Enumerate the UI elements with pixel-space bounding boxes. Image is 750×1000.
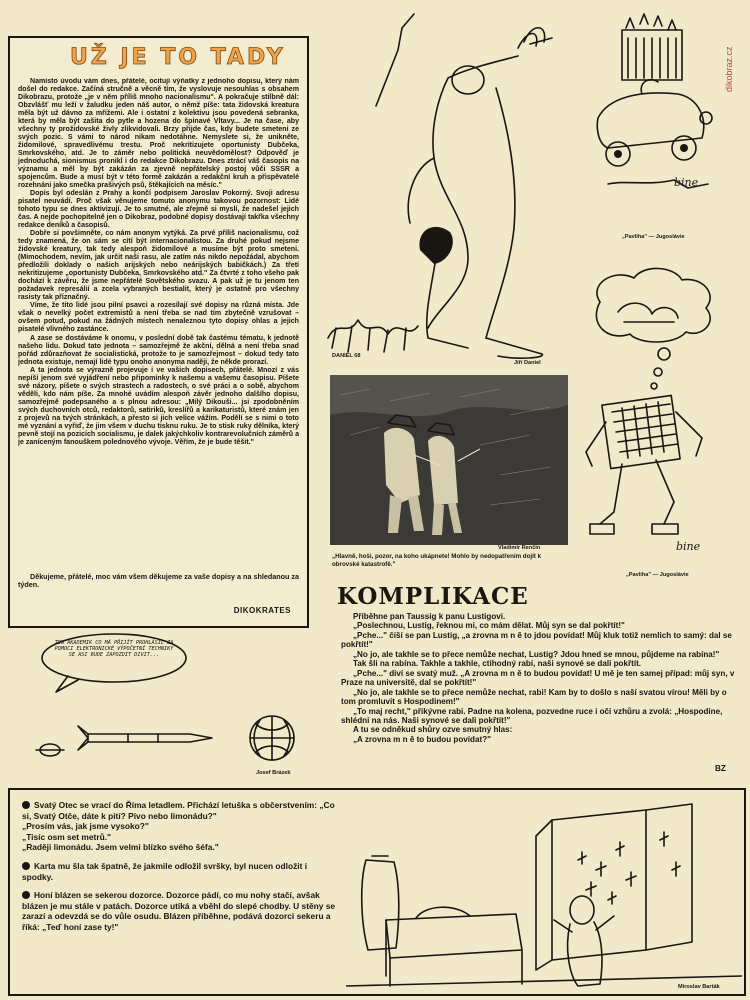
- conductor-drawing: [318, 8, 570, 372]
- joke-line: Honí blázen se sekerou dozorce. Dozorce pádí, co mu nohy stačí, avšak blázen je mu stále v patách. Dozorce utíká a vběhl do slepé chodby. U stěny se zarazí a odevzdá se do vůle osudu. Blázen příběhne, podává dozorci sekeru a říká: „Teď honí zase ty!": [22, 890, 336, 932]
- bullet-icon: [22, 801, 30, 809]
- pavliha-credit-top: „Pavliha" — Jugoslávie: [622, 234, 685, 240]
- joke-item: [22, 890, 340, 932]
- komplikace-line: „A zrovna m n ě to budou povídat?": [353, 734, 491, 744]
- article-paragraph: Víme, že tito lidé jsou pilní psavci a rozesílají své dopisy na různá místa. Jde však o nevelký počet extremistů a není třeba se nad tím zbytečně vzrušovat – ovšem potud, pokud na žádných místech nenaleznou tyto dopisy ohlas a jejich pisatelé vlivného zastánce.: [18, 302, 299, 334]
- speech-bubble-text: TEN AKADEMIK CO MÁ PŘIJÍT PROHLÁSIL ZA POMOCI ELEKTRONICKÉ VÝPOČETNÍ TECHNIKY SE ASI BUDE ZAPOZDIT DIVIT...: [54, 640, 174, 659]
- pavliha-cartoon-bottom: [578, 262, 722, 582]
- komplikace-body: [341, 612, 737, 744]
- komplikace-line: „To maj recht," přikývne rabi. Padne na kolena, pozvedne ruce i oči vzhůru a zvolá: „Hospodine, shlédni na nás. Naši synové se dali pokřtít!": [341, 706, 723, 725]
- conductor-credit: Jiří Daniel: [514, 360, 541, 366]
- dreaming-robot-drawing: [578, 262, 722, 582]
- joke-item: [22, 800, 340, 853]
- komplikace-line: „No jo, ale takhle se to přece nemůže nechat, Lustig? Jdou hned se mnou, půjdeme na rabína!": [353, 649, 720, 659]
- article-paragraph: Dopis byl odeslán z Prahy a končí podpisem Jaroslav Pokorný. Svoji adresu pisatel neuvádí. Proč však věnujeme tomuto anonymu takovou pozornost: Lidé tohoto typu se dnes aktivizují. Je to smutné, ale zřejmě si myslí, že nadešel jejich čas. A nejde pochopitelně jen o Dikobraz, podobné dopisy dostávají takřka všechny redakce deníků a časopisů.: [18, 190, 299, 230]
- jokes-box: [8, 788, 746, 996]
- article-body: [18, 78, 299, 568]
- joke-line: „Raději limonádu. Jsem velmi blízko svého šéfa.": [22, 842, 219, 853]
- pavliha-credit-bottom: „Pavliha" — Jugoslávie: [626, 572, 689, 578]
- rocket-credit: Josef Brázek: [256, 770, 291, 776]
- komplikace-line: „No jo, ale takhle se to přece nemůže nechat, rabi! Kam by to došlo s naší svatou vírou! Měli by o tom promluvit s Hospodinem!": [341, 687, 727, 707]
- editorial-article: [8, 36, 309, 628]
- joke-line: „Prosím vás, jak jsme vysoko?": [22, 821, 149, 832]
- joke-line: Karta mu šla tak špatně, že jakmile odložil svršky, byl nucen odložit i spodky.: [22, 860, 308, 882]
- bine-signature-top: bine: [674, 176, 699, 189]
- joke-item: [22, 861, 340, 882]
- article-paragraph: A zase se dostáváme k onomu, v poslední době tak častému tématu, k jednotě našeho lidu. Dokud tato jednota – samozřejmě že akční, dělná a není třeba snad pořád zdůrazňovat že socialistická, protože to je samozřejmost – dokud tedy tato jednota existuje, nemají lidé typu onoho anonyma naději, že někde prorazí.: [18, 334, 299, 366]
- ranchers-illustration: [330, 375, 568, 545]
- article-paragraph: A ta jednota se výrazně projevuje i ve vašich dopisech, přátelé. Mnozí z vás nepíší jenom své vyjádření nebo připomínky k našemu a vašemu časopisu. Píšete své názory, píšete o svých strastech a radostech, o své práci a o sobě, abychom věděli, kdo nám píše. Za mnohé uvádím alespoň závěr jednoho dalšího dopisu, samozřejmě podepsaného a s plnou adresou: „Milý Dikouši... jsi zpodobněním svých duchovních otců, redaktorů, satiriků, kreslířů a karikaturistů, které znám jen z projevů na tvých stránkách, a přesto si jich velice vážím. Podělí se s nimi o toto mé vyznání a vyřiď, že jim všem v duchu tisknu ruku. Je to stisk ruky dělníka, který pevně stojí na pozicích socialismu, je dalek jakýchkoliv kontrarevolučních záměrů a je zaníceným fanouškem polednového vývoje. Věřím, že je bude těšit.": [18, 366, 299, 446]
- article-paragraph: Namísto úvodu vám dnes, přátelé, ocitují výňatky z jednoho dopisu, který nám došel do redakce. Začíná stručně a věcně tím, že vyslovuje nesouhlas s obsahem Dikobrazu, protože „je v něm příliš mnoho nacionalismu". A pokračuje stilbně dál: Obzvlášť mu leží v žaludku jeden náš autor, o němž píše: tata židovská kreatura měla být už dávno za mřížemi. Ale i ostatní z kolektivu jsou povedená sebranka, která by měla být zašita do pytle a hozena do špinavé Vltavy... Je na čase, aby všechny ty prožidovské živly zlikvidovali. Brzy přijde čas, kdy budete smeteni ze svých pozic. S vámi to národ nikam nedotáhne. Nemyslete si, že unikněte, židomilové, spravedlivému trestu. Proč nekritizujete oportunisty Dubčeka, Smrkovského, atd. Je to záměr nebo politická neuvědomělost? Odpověď je jednoduchá, sionismus pronikl i do redakce Dikobrazu. Dnes ztrácí váš časopis na významu a měl by být zakázán za zjevně nepřátelský postoj vůči SSSR a spojencům. Bude a musí být v této formě zakázán a redakční kruh a přispěvatelé rozehnáni jako smečka prašivých psů, štěkajících na měsíc.": [18, 78, 299, 190]
- pavliha-cartoon-top: [578, 8, 722, 240]
- komplikace-line: A tu se odněkud shůry ozve smutný hlas:: [353, 725, 513, 735]
- article-paragraph: Dobře si povšimněte, co nám anonym vytýká. Za prvé příliš nacionalismu, což tedy znamená, že on sám se cítí být internacionalistou. Za druhé pokud nejsme židovské kreatury, tak tedy alespoň židomilové a musíme být proto smeteni. (Mimochodem, nevím, jak určit naši rasu, ale zatím nás nikdo nepožádal, abychom předložili doklady o našich arijských nebo neárijských babičkách.) Za třetí nekritizujeme „oportunisty Dubčeka, Smrkovského atd." Za čtvrté z toho všeho pak dochází k závěru, že jsme nepřátelé Sovětského svazu. A pak už je tu jenom ten požadavek represálií a zcela vybraných bestialit, který je ostatně pro všechny rasisty tak příznačný.: [18, 230, 299, 302]
- komplikace-title: KOMPLIKACE: [337, 583, 529, 610]
- komplikace-line: Příběhne pan Taussig k panu Lustigovi.: [353, 612, 506, 621]
- ranchers-caption: „Hlavně, hoši, pozor, na koho ukápnete! Mohlo by nedopatřením dojít k obrovské katastrofě.": [332, 553, 542, 568]
- cathedral-car-drawing: [578, 8, 722, 240]
- conductor-cartoon: [318, 8, 570, 372]
- window-credit: Miroslav Barták: [678, 984, 720, 990]
- speech-bubble-cartoon: [8, 632, 308, 784]
- komplikace-line: „Poslechnou, Lustig, řeknou mi, co mám dělat. Můj syn se dal pokřtít!": [353, 621, 625, 631]
- ranchers-credit: Vladimír Renčín: [498, 545, 541, 551]
- komplikace-signature: BZ: [715, 764, 726, 773]
- joke-line: Svatý Otec se vrací do Říma letadlem. Přichází letuška s občerstvením: „Co si, Svatý Otče, dáte k pití? Pivo nebo limonádu?": [22, 800, 335, 821]
- bine-signature-bottom: bine: [676, 540, 701, 553]
- window-cartoon: [346, 800, 742, 994]
- jokes-list: [22, 800, 340, 941]
- conductor-signature-small: DANIEL 68: [332, 353, 361, 359]
- article-signature: DIKOKRATES: [233, 606, 291, 615]
- watermark: dikobraz.cz: [724, 46, 734, 92]
- bullet-icon: [22, 862, 30, 870]
- ranchers-cartoon: [330, 375, 568, 583]
- window-room-drawing: [346, 800, 742, 994]
- komplikace-line: „Pche..." číší se pan Lustig, „a zrovna m n ě to jdou povídat! Můj kluk totiž nemlich to samý: dal se pokřtít!": [341, 630, 732, 650]
- joke-line: „Tisíc osm set metrů.": [22, 831, 111, 842]
- komplikace-line: Tak šli na rabína. Takhle a takhle, ctihodný rabi, naši synové se dali pokřtít.: [353, 659, 642, 669]
- article-title: UŽ JE TO TADY: [70, 45, 286, 70]
- bullet-icon: [22, 891, 30, 899]
- article-closing: Děkujeme, přátelé, moc vám všem děkujeme za vaše dopisy a na shledanou za týden.: [18, 572, 299, 590]
- komplikace-line: „Pche..." diví se svatý muž. „A zrovna m n ě to budou povídat! U mě je ten samej případ: můj syn, v Praze na universitě, dal se pokřtít!": [341, 668, 735, 688]
